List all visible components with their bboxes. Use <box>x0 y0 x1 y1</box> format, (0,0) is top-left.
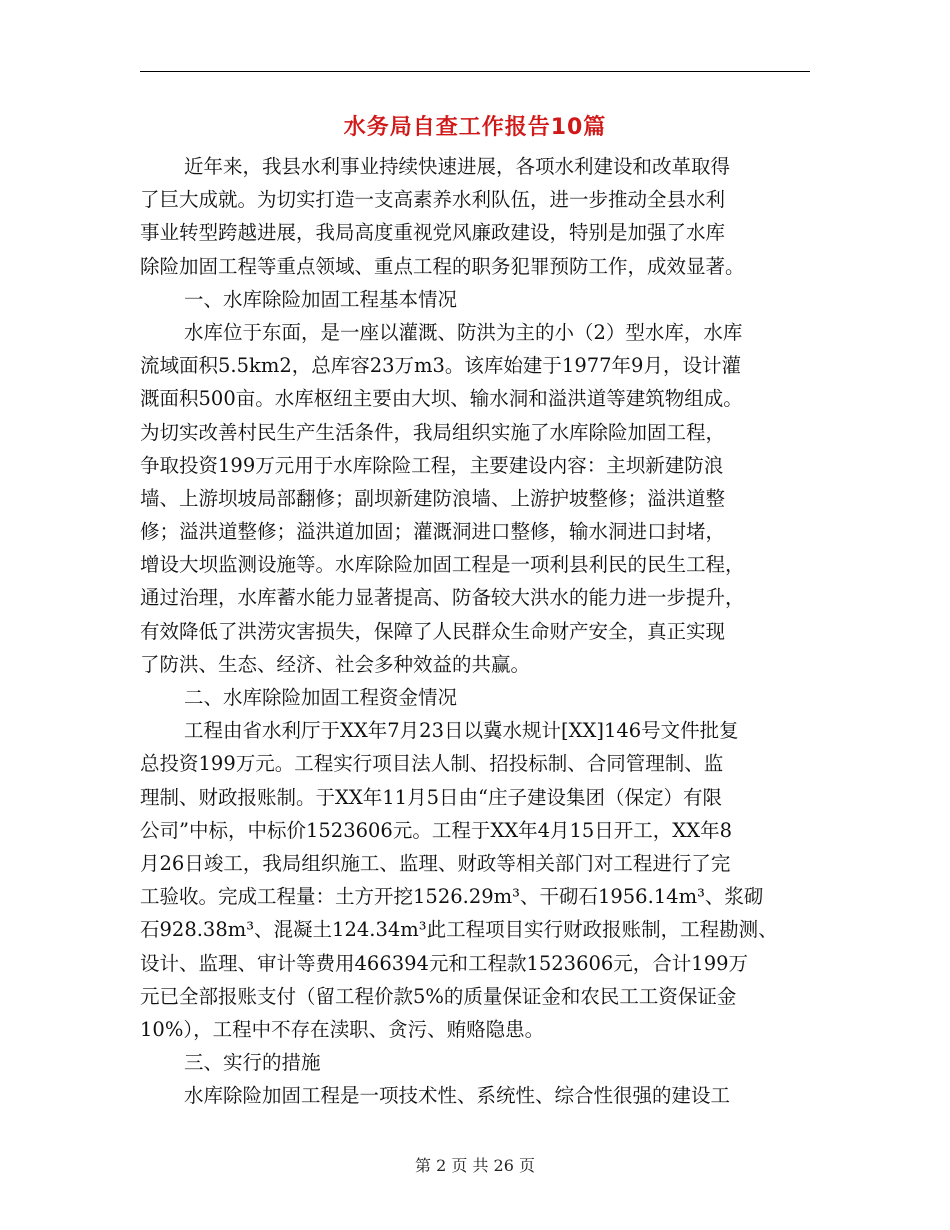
text-line: 三、实行的措施 <box>184 1051 321 1075</box>
text-line: 流域面积5.5km2，总库容23万m3。该库始建于1977年9月，设计灌 <box>140 354 741 378</box>
text-line: 有效降低了洪涝灾害损失，保障了人民群众生命财产安全，真正实现 <box>140 619 726 643</box>
document-body <box>140 150 820 1112</box>
text-line: 10%），工程中不存在渎职、贪污、贿赂隐患。 <box>140 1017 545 1041</box>
text-line: 增设大坝监测设施等。水库除险加固工程是一项利县利民的民生工程， <box>140 553 745 577</box>
text-line: 石928.38m³、混凝土124.34m³此工程项目实行财政报账制，工程勘测、 <box>140 918 778 942</box>
text-line: 公司”中标，中标价1523606元。工程于XX年4月15日开工，XX年8 <box>140 818 732 842</box>
text-line: 事业转型跨越进展，我局高度重视党风廉政建设，特别是加强了水库 <box>140 221 726 245</box>
text-line: 设计、监理、审计等费用466394元和工程款1523606元，合计199万 <box>140 951 749 975</box>
text-line: 月26日竣工，我局组织施工、监理、财政等相关部门对工程进行了完 <box>140 851 731 875</box>
text-line: 理制、财政报账制。于XX年11月5日由“庄子建设集团（保定）有限 <box>140 785 722 809</box>
text-line: 了防洪、生态、经济、社会多种效益的共赢。 <box>140 652 531 676</box>
text-line: 墙、上游坝坡局部翻修；副坝新建防浪墙、上游护坡整修；溢洪道整 <box>140 486 726 510</box>
text-line: 了巨大成就。为切实打造一支高素养水利队伍，进一步推动全县水利 <box>140 188 726 212</box>
text-line: 二、水库除险加固工程资金情况 <box>184 686 458 709</box>
text-line: 总投资199万元。工程实行项目法人制、招投标制、合同管理制、监 <box>140 752 724 776</box>
document-title: 水务局自查工作报告10篇 <box>343 115 607 140</box>
text-line: 争取投资199万元用于水库除险工程，主要建设内容：主坝新建防浪 <box>140 453 724 477</box>
text-line: 为切实改善村民生产生活条件，我局组织实施了水库除险加固工程， <box>140 420 726 444</box>
text-line: 工程由省水利厅于XX年7月23日以冀水规计[XX]146号文件批复 <box>184 719 739 743</box>
text-line: 修；溢洪道整修；溢洪道加固；灌溉洞进口整修，输水洞进口封堵， <box>140 520 726 544</box>
text-line: 工验收。完成工程量：土方开挖1526.29m³、干砌石1956.14m³、浆砌 <box>140 885 764 909</box>
page-footer: 第 2 页 共 26 页 <box>415 1156 535 1175</box>
text-line: 除险加固工程等重点领域、重点工程的职务犯罪预防工作，成效显著。 <box>140 254 745 278</box>
text-line: 一、水库除险加固工程基本情况 <box>184 287 458 311</box>
text-line: 通过治理，水库蓄水能力显著提高、防备较大洪水的能力进一步提升， <box>140 586 745 610</box>
text-line: 近年来，我县水利事业持续快速进展，各项水利建设和改革取得 <box>184 155 731 178</box>
text-line: 水库位于东面，是一座以灌溉、防洪为主的小（2）型水库，水库 <box>184 320 743 344</box>
text-line: 水库除险加固工程是一项技术性、系统性、综合性很强的建设工 <box>184 1084 731 1108</box>
header-rule <box>140 71 810 72</box>
text-line: 元已全部报账支付（留工程价款5%的质量保证金和农民工工资保证金 <box>140 984 737 1008</box>
text-line: 溉面积500亩。水库枢纽主要由大坝、输水洞和溢洪道等建筑物组成。 <box>140 387 743 411</box>
